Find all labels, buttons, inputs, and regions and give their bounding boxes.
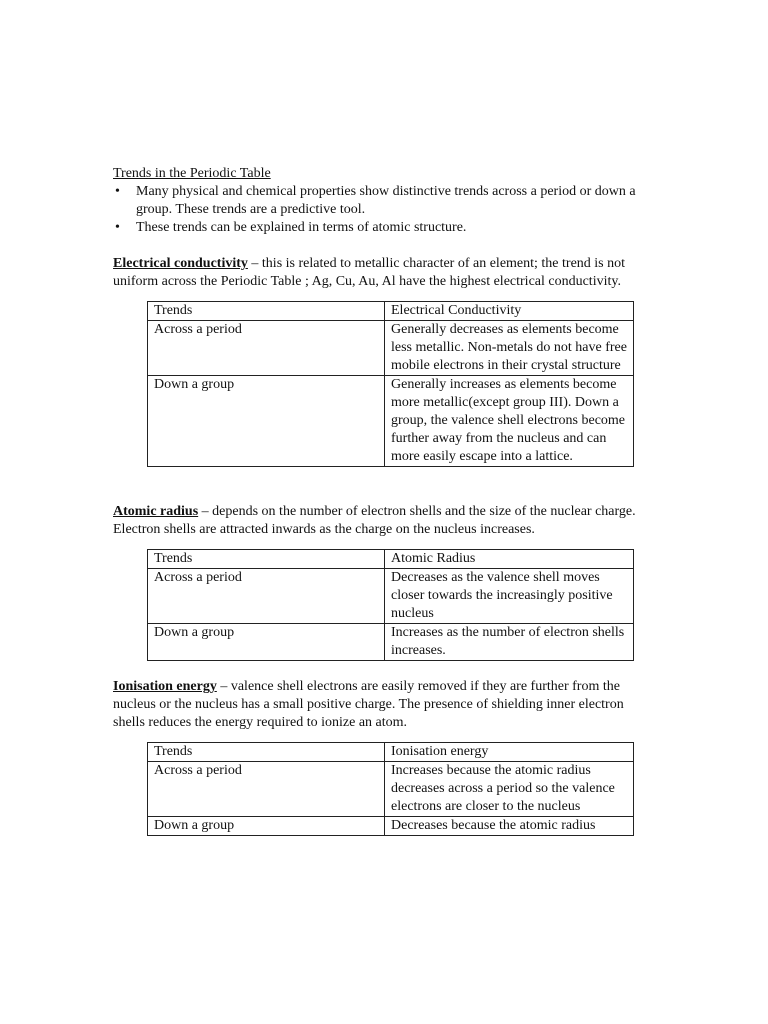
table-row bbox=[148, 817, 634, 836]
table-cell: Decreases as the valence shell moves closer towards the increasingly positive nucleus bbox=[385, 569, 634, 624]
ionisation-energy-heading: Ionisation energy bbox=[113, 679, 217, 694]
document-page bbox=[113, 165, 643, 836]
ionisation-energy-text: – valence shell electrons are easily removed if they are further from the nucleus or the nucleus has a small positive charge. The presence of shielding inner electron shells reduces the energy required to ionize an atom. bbox=[113, 679, 624, 730]
table-header-cell: Trends bbox=[148, 302, 385, 321]
table-row bbox=[148, 569, 634, 624]
table-cell: Increases because the atomic radius decreases across a period so the valence electrons are closer to the nucleus bbox=[385, 762, 634, 817]
electrical-conductivity-paragraph bbox=[113, 255, 643, 291]
atomic-radius-paragraph bbox=[113, 503, 643, 539]
table-row bbox=[148, 376, 634, 467]
table-row bbox=[148, 762, 634, 817]
table-row bbox=[148, 624, 634, 661]
atomic-radius-table bbox=[147, 549, 634, 661]
table-cell: Increases as the number of electron shells increases. bbox=[385, 624, 634, 661]
atomic-radius-text: – depends on the number of electron shells and the size of the nuclear charge. Electron shells are attracted inwards as the charge on the nucleus increases. bbox=[113, 504, 636, 537]
table-header-cell: Trends bbox=[148, 743, 385, 762]
electrical-conductivity-text: – this is related to metallic character of an element; the trend is not uniform across the Periodic Table ; Ag, Cu, Au, Al have the highest electrical conductivity. bbox=[113, 256, 626, 289]
table-cell: Across a period bbox=[148, 762, 385, 817]
list-item: • These trends can be explained in terms of atomic structure. bbox=[113, 219, 643, 237]
table-cell: Down a group bbox=[148, 624, 385, 661]
table-header-row bbox=[148, 550, 634, 569]
table-header-cell: Ionisation energy bbox=[385, 743, 634, 762]
ionisation-energy-paragraph bbox=[113, 678, 643, 732]
intro-bullet-list bbox=[113, 183, 643, 237]
table-header-cell: Atomic Radius bbox=[385, 550, 634, 569]
page-title: Trends in the Periodic Table bbox=[113, 166, 271, 181]
electrical-conductivity-table bbox=[147, 301, 634, 467]
table-cell: Generally increases as elements become more metallic(except group III). Down a group, the valence shell electrons become further away from the nucleus and can more easily escape into a lattice. bbox=[385, 376, 634, 467]
list-item: • Many physical and chemical properties show distinctive trends across a period or down a group. These trends are a predictive tool. bbox=[113, 183, 643, 219]
table-header-row bbox=[148, 302, 634, 321]
table-row bbox=[148, 321, 634, 376]
electrical-conductivity-heading: Electrical conductivity bbox=[113, 256, 248, 271]
table-header-cell: Trends bbox=[148, 550, 385, 569]
table-cell: Decreases because the atomic radius bbox=[385, 817, 634, 836]
table-cell: Across a period bbox=[148, 569, 385, 624]
table-cell: Down a group bbox=[148, 376, 385, 467]
ionisation-energy-table bbox=[147, 742, 634, 836]
table-header-row bbox=[148, 743, 634, 762]
table-cell: Generally decreases as elements become less metallic. Non-metals do not have free mobile electrons in their crystal structure bbox=[385, 321, 634, 376]
table-cell: Down a group bbox=[148, 817, 385, 836]
table-cell: Across a period bbox=[148, 321, 385, 376]
atomic-radius-heading: Atomic radius bbox=[113, 504, 199, 519]
table-header-cell: Electrical Conductivity bbox=[385, 302, 634, 321]
